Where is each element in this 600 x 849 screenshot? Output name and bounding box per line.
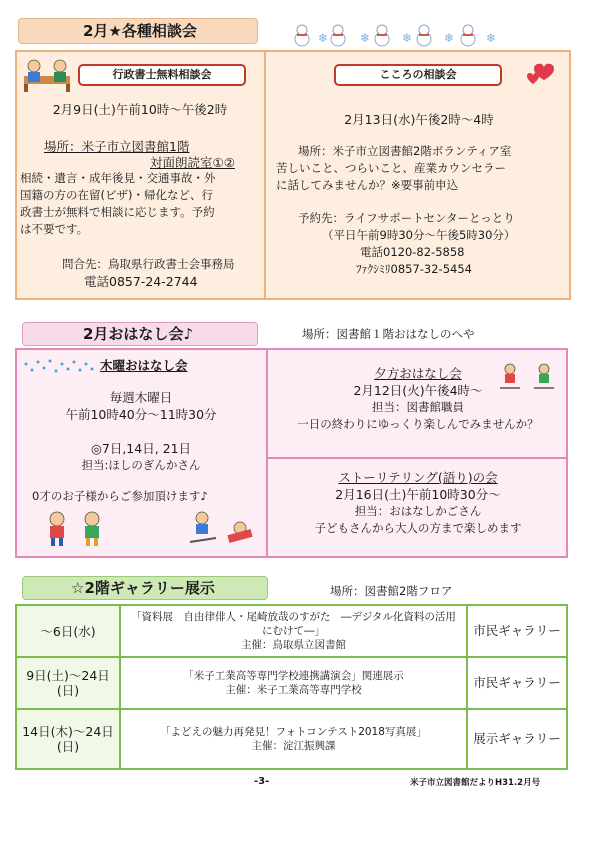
- gallery-content: [120, 657, 467, 709]
- storytelling-datetime: 2月16日(土)午前10時30分～: [335, 487, 501, 502]
- gallery-venue: 市民ギャラリー: [467, 605, 567, 657]
- gyosei-body-line: 国籍の方の在留(ビザ)・帰化など、行: [20, 188, 213, 202]
- gallery-host: 主催：淀江振興課: [251, 740, 336, 752]
- kokoro-hours: （平日午前9時30分～午後5時30分）: [322, 228, 516, 242]
- gallery-exhibit-title: 「よどえの魅力再発見！フォトコンテスト2018写真展」: [160, 726, 427, 738]
- thursday-dates: ◎7日,14日, 21日: [90, 441, 192, 456]
- story-title: 2月おはなし会♪: [22, 322, 258, 346]
- svg-text:❄: ❄: [486, 31, 497, 45]
- children-icon: [42, 510, 112, 546]
- gallery-title: ☆2階ギャラリー展示: [22, 576, 268, 600]
- svg-text:❄: ❄: [444, 31, 455, 45]
- kokoro-badge: こころの相談会: [334, 64, 502, 86]
- gallery-exhibit-title: 「資料展 自由律俳人・尾崎放哉のすがた ―デジタル化資料の活用にむけて―」: [131, 611, 456, 637]
- kokoro-fax: ﾌｧｸｼﾐﾘ0857-32-5454: [356, 262, 472, 276]
- storytelling-staff: 担当：おはなしかごさん: [354, 504, 482, 518]
- consultation-people-icon: [22, 56, 72, 92]
- gyosei-place-line2: 対面朗読室①②: [150, 155, 235, 170]
- gyosei-badge: 行政書士無料相談会: [78, 64, 246, 86]
- gallery-date: 9日(土)～24日(日): [16, 657, 120, 709]
- gallery-host: 主催：鳥取県立図書館: [241, 639, 346, 651]
- heart-icon: [524, 60, 558, 88]
- kokoro-datetime: 2月13日(水)午後2時～4時: [344, 112, 494, 127]
- consult-title: 2月★各種相談会: [18, 18, 258, 44]
- storytelling-desc: 子どもさんから大人の方まで楽しめます: [314, 521, 522, 535]
- kokoro-reserve: 予約先：ライフサポートセンターとっとり: [298, 211, 515, 225]
- snowman-decoration-icon: [290, 24, 500, 50]
- gallery-date: 14日(木)～24日(日): [16, 709, 120, 769]
- storytelling-name: ストーリテリング(語り)の会: [338, 470, 498, 485]
- kokoro-place: 場所：米子市立図書館2階ボランティア室: [298, 144, 512, 158]
- table-row: [16, 657, 567, 709]
- gyosei-datetime: 2月9日(土)午前10時～午後2時: [52, 102, 228, 117]
- gallery-venue: 展示ギャラリー: [467, 709, 567, 769]
- story-horizontal-divider: [266, 457, 568, 459]
- gallery-content: [120, 709, 467, 769]
- page-number: -3-: [254, 776, 270, 787]
- evening-datetime: 2月12日(火)午後4時～: [353, 383, 483, 398]
- gyosei-body-line: 相続・遺言・成年後見・交通事故・外: [20, 171, 216, 185]
- thursday-time: 午前10時40分～11時30分: [65, 407, 217, 422]
- kokoro-body-line: に話してみませんか？※要事前申込: [276, 178, 459, 192]
- gallery-venue: 市民ギャラリー: [467, 657, 567, 709]
- kokoro-body-line: 苦しいこと、つらいこと、産業カウンセラー: [276, 161, 506, 175]
- story-place: 場所：図書館１階おはなしのへや: [302, 327, 475, 341]
- evening-desc: 一日の終わりにゆっくり楽しんでみませんか？: [297, 417, 539, 431]
- svg-text:❄: ❄: [402, 31, 413, 45]
- gyosei-body-line: 政書士が無料で相談に応じます。予約: [20, 205, 215, 219]
- svg-text:❄: ❄: [318, 31, 329, 45]
- gyosei-tel: 電話0857-24-2744: [84, 274, 198, 289]
- thursday-note: 0才のお子様からご参加頂けます♪: [32, 489, 208, 503]
- kokoro-tel: 電話0120-82-5858: [360, 245, 465, 259]
- gyosei-place-line1: 場所：米子市立図書館1階: [44, 139, 190, 154]
- table-row: [16, 709, 567, 769]
- gyosei-body: [20, 170, 265, 238]
- thursday-when: 毎週木曜日: [109, 390, 173, 405]
- svg-text:❄: ❄: [360, 31, 371, 45]
- gallery-host: 主催：米子工業高等専門学校: [225, 684, 362, 696]
- issue-label: 米子市立図書館だよりH31.2月号: [410, 778, 541, 788]
- evening-staff: 担当：図書館職員: [372, 400, 464, 414]
- table-row: [16, 605, 567, 657]
- skiing-children-icon: [188, 510, 260, 546]
- thursday-name: 木曜おはなし会: [100, 358, 188, 373]
- kokoro-body: [276, 160, 570, 194]
- gyosei-body-line: は不要です。: [20, 222, 89, 236]
- gallery-table: [15, 604, 568, 770]
- gallery-content: [120, 605, 467, 657]
- sparkle-decoration-icon: [22, 356, 98, 378]
- gallery-place: 場所：図書館2階フロア: [330, 584, 453, 598]
- evening-name: 夕方おはなし会: [374, 366, 462, 381]
- thursday-staff: 担当:ほしのぎんかさん: [81, 458, 201, 472]
- gyosei-inquiry: 問合先：鳥取県行政書士会事務局: [62, 257, 235, 271]
- gallery-date: ～6日(水): [16, 605, 120, 657]
- gallery-exhibit-title: 「米子工業高等専門学校連携講演会」関連展示: [183, 670, 404, 682]
